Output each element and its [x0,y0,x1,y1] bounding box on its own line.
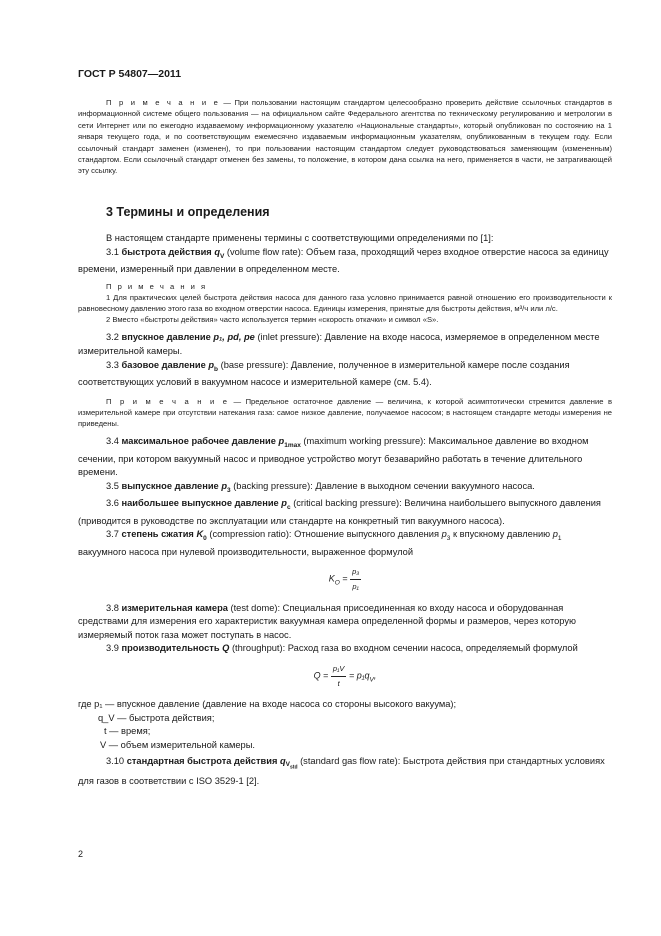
definitions [78,232,612,789]
term-3-4: 3.4 максимальное рабочее давление $p_{1max}$ (maximum working pressure): Максимальное давление во входном сечении, при котором вакуумный насос и приводное устройство могут безаварийно работать в течение длительного времени. [78,436,589,478]
notes-3-1: П р и м е ч а н и я 1 Для практических целей быстрота действия насоса для данного газа условно принимается равной отношению его производительности к равновесному давлению этого газа во входном отверстии насоса. Единицы измерения, принятые для быстроты действия, м³/ч или л/с. 2 Вместо «быстроты действия» часто используется термин «скорость откачки» и символ «S». [78,281,612,325]
note-3-3: П р и м е ч а н и е — Предельное остаточное давление — величина, к которой асимптотически стремится давление в измерительной камере при отсутствии натекания газа: самое низкое давление, получаемое насосом; в настоящем стандарте методы измерения не приведены. [78,396,612,429]
term-3-5: 3.5 выпускное давление $p_3$ (backing pressure): Давление в выходном сечении вакуумного насоса. [106,480,535,494]
where-2: q_V — быстрота действия; [98,712,215,723]
formula-k0: $K_O$ = $\frac{\text{p₃}}{\text{p₁}}$ [328,567,360,592]
term-3-9: 3.9 производительность Q (throughput): Расход газа во входном сечении насоса, определяемый формулой [106,643,578,654]
intro: В настоящем стандарте применены термины с соответствующими определениями по [1]: [106,233,494,243]
section-title: 3 Термины и определения [106,205,270,219]
formula-q: Q = $\frac{\text{p₁V}}{t}$ = $p_1q_V$, [313,664,377,688]
where-1: где p₁ — впускное давление (давление на входе насоса со стороны высокого вакуума); [78,699,457,710]
term-3-6: 3.6 наибольшее выпускное давление $p_c$ (critical backing pressure): Величина наибольшего выпускного давления (приводится в руководстве по эксплуатации или стандарте на конкретный тип вакуумного насоса). [78,498,601,526]
note-text: — При пользовании настоящим стандартом целесообразно проверить действие ссылочных стандартов в информационной системе общего пользования — на официальном сайте Федерального агентства по техническому регулированию и метрологии в сети Интернет или по ежегодно издаваемому информационному указателю «Национальные стандарты», который опубликован по состоянию на 1 января текущего года, и по соответствующим ежемесячно издаваемым информационным указателям, опубликованным в текущем году. Если ссылочный стандарт заменен (изменен), то при пользовании настоящим стандартом следует руководствоваться заменяющим (измененным) стандартом. Если ссылочный стандарт отменен без замены, то положение, в котором дана ссылка на него, применяется в части, не затрагивающей эту ссылку. [78,98,612,176]
term-3-2: 3.2 впускное давление p₁, pd, pe (inlet pressure): Давление на входе насоса, измеряемое в определенном месте измерительной камеры. [78,332,600,357]
where-4: V — объем измерительной камеры. [100,740,255,751]
term-3-1: 3.1 быстрота действия $q_V$ (volume flow rate): Объем газа, проходящий через входное отверстие насоса за единицу времени, измеренный при давлении в определенном месте. [78,246,609,275]
note-label: П р и м е ч а н и е [106,98,220,107]
term-3-10: 3.10 стандартная быстрота действия $q_{V_{std}}$ (standard gas flow rate): Быстрота действия при стандартных условиях для газов в соответствии с ISO 3529-1 [2]. [78,755,605,787]
note-references [78,97,612,177]
term-3-3: 3.3 базовое давление $p_b$ (base pressure): Давление, полученное в измерительной камере после создания соответствующих условий в вакуумном насосе и измерительной камере (см. 5.4). [78,359,570,388]
page-number: 2 [78,849,84,859]
term-3-8: 3.8 измерительная камера (test dome): Специальная присоединенная ко входу насоса и оборудованная средствами для измерения его характеристик вакуумная камера определенной формы и размеров, через которую измеряемый поток газа может поступать в насос. [78,602,576,640]
where-3: t — время; [104,726,151,737]
term-3-7: 3.7 степень сжатия $K_0$ (compression ratio): Отношение выпускного давления $p_3$ к впускному давлению $p_1$ вакуумного насоса при нулевой производительности, выраженное формулой [78,529,562,557]
document-id: ГОСТ Р 54807—2011 [78,68,182,80]
